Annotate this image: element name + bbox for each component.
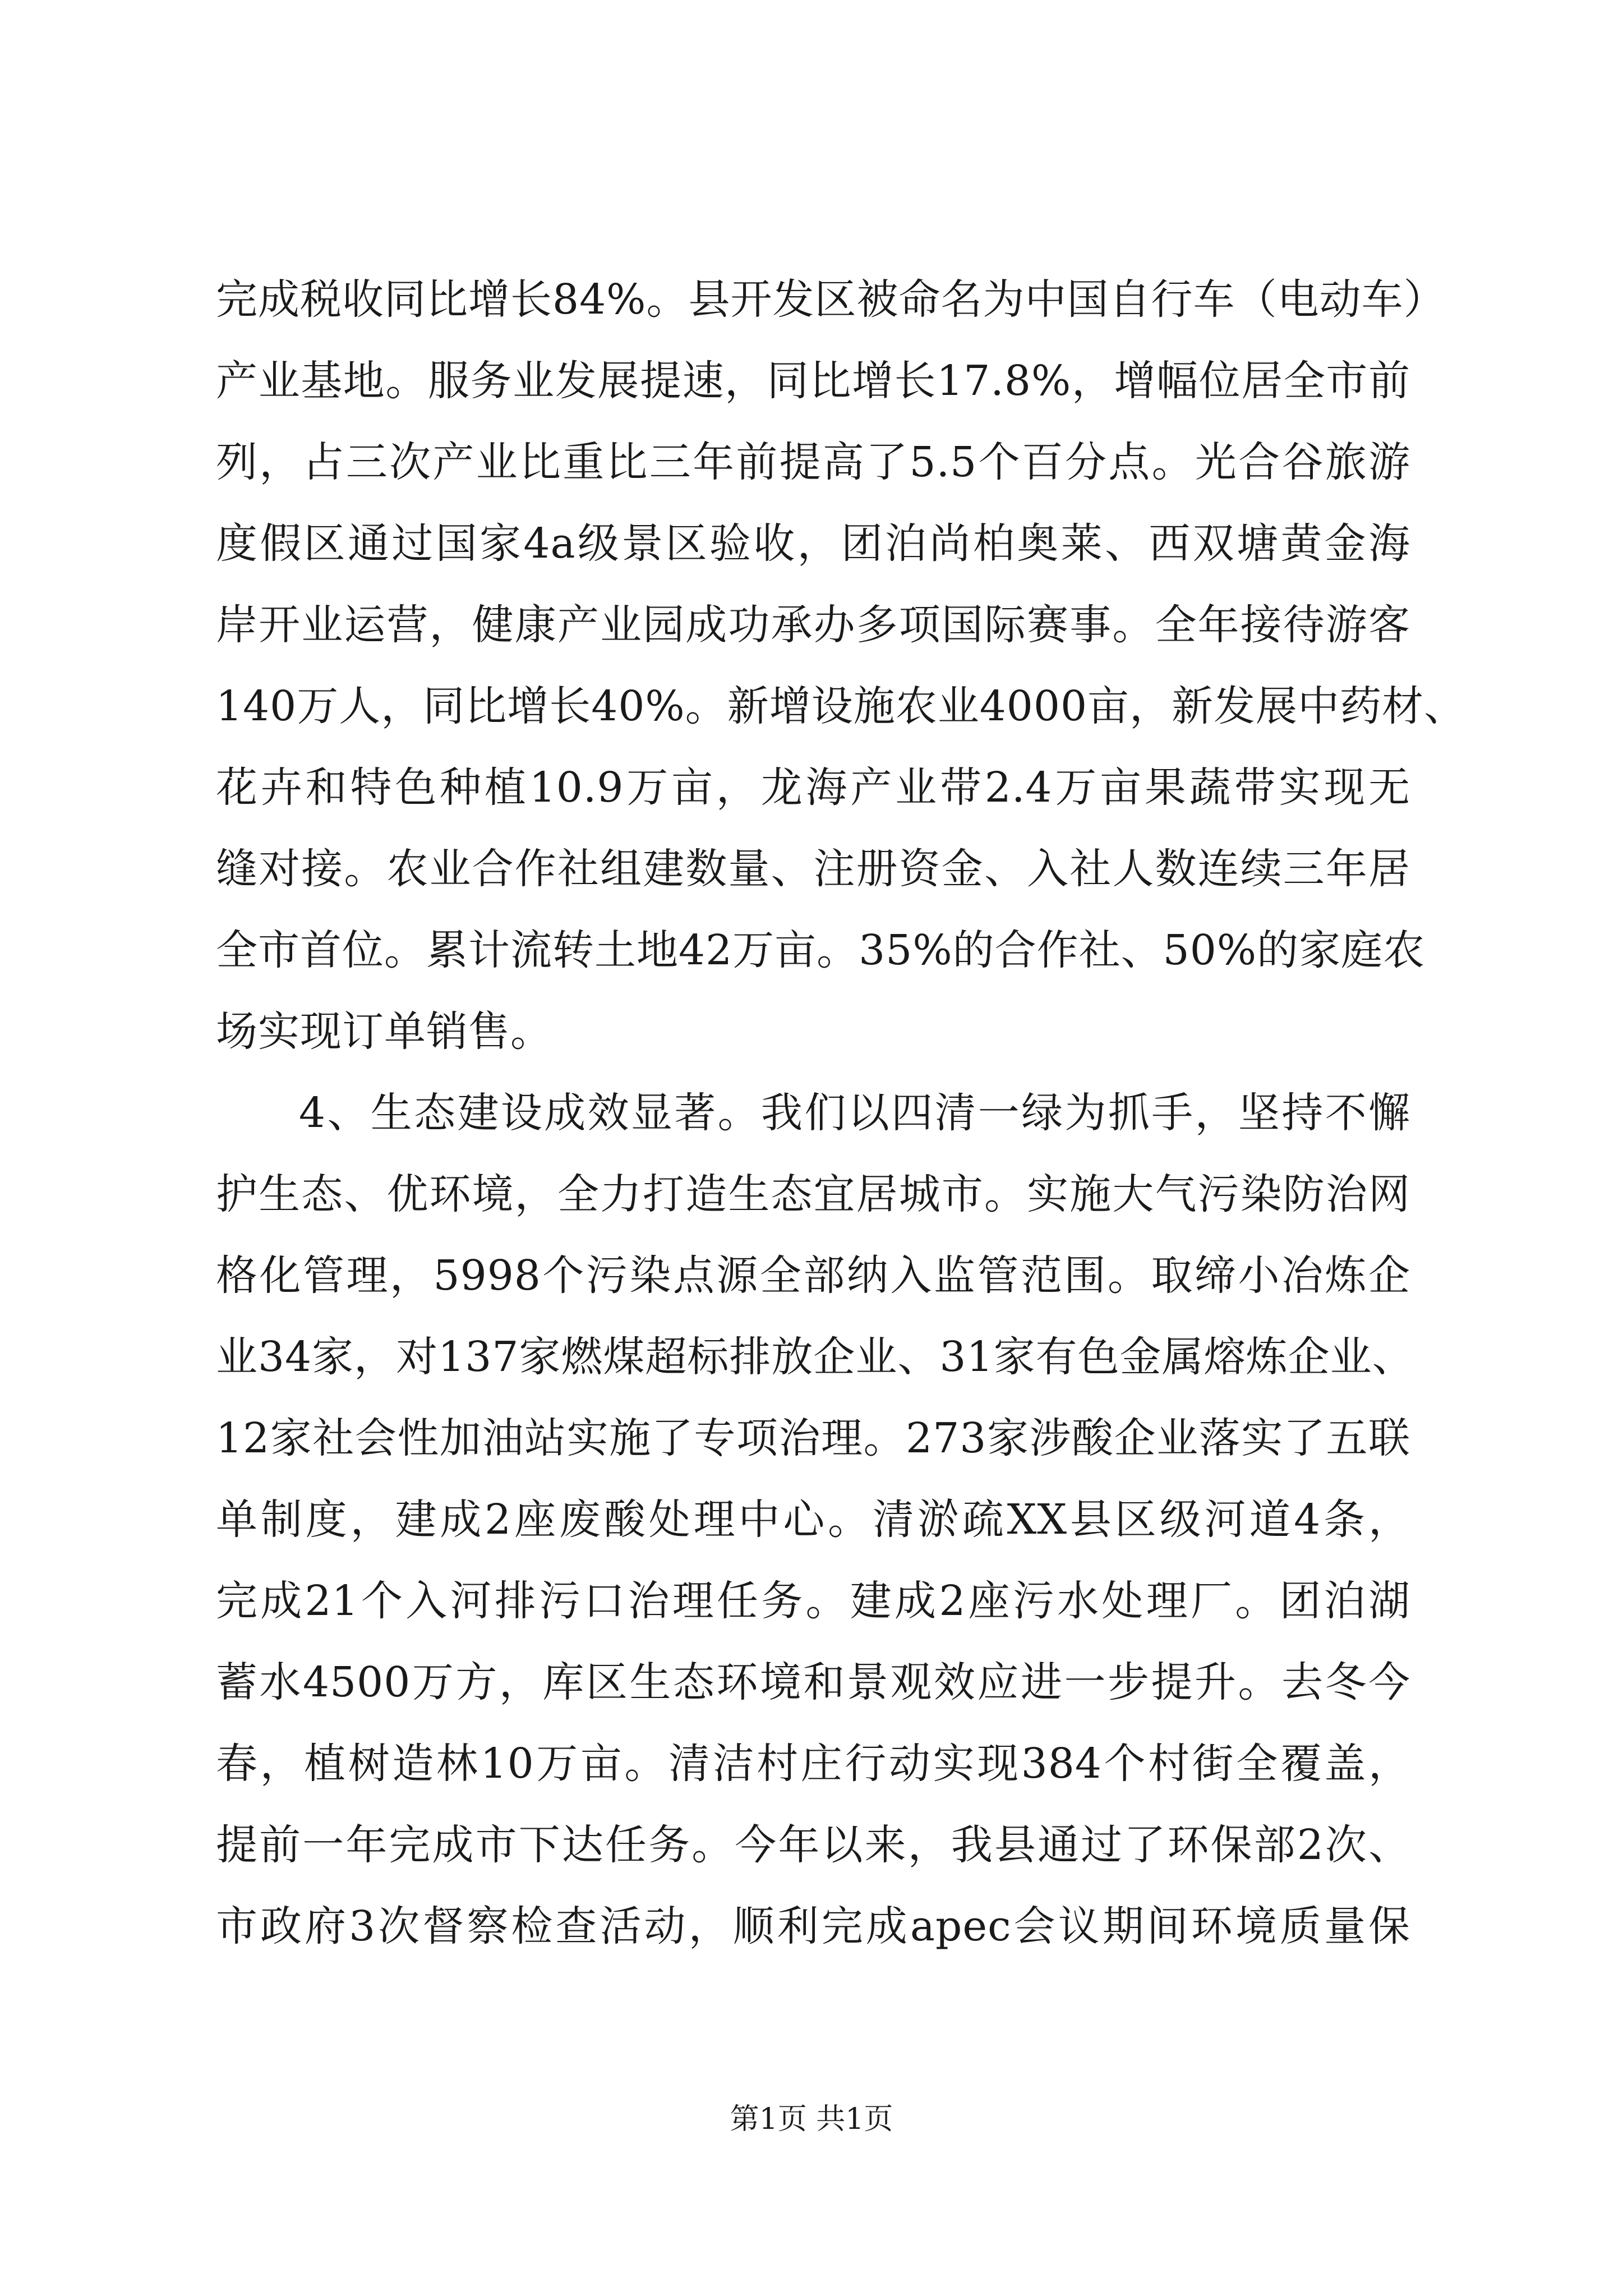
text-line: 护生态、优环境，全力打造生态宜居城市。实施大气污染防治网: [216, 1170, 1410, 1218]
text-line-paragraph-end: 场实现订单销售。: [216, 1007, 552, 1056]
text-line: 缝对接。农业合作社组建数量、注册资金、入社人数连续三年居: [216, 845, 1410, 893]
text-line: 蓄水4500万方，库区生态环境和景观效应进一步提升。去冬今: [216, 1658, 1410, 1706]
text-line-paragraph-start: 4、生态建设成效显著。我们以四清一绿为抓手，坚持不懈: [299, 1089, 1410, 1137]
text-line: 提前一年完成市下达任务。今年以来，我县通过了环保部2次、: [216, 1821, 1410, 1869]
text-line: 花卉和特色种植10.9万亩，龙海产业带2.4万亩果蔬带实现无: [216, 763, 1410, 812]
text-line: 列，占三次产业比重比三年前提高了5.5个百分点。光合谷旅游: [216, 438, 1410, 486]
text-line: 岸开业运营，健康产业园成功承办多项国际赛事。全年接待游客: [216, 601, 1410, 649]
text-line: 140万人，同比增长40%。新增设施农业4000亩，新发展中药材、: [216, 682, 1467, 730]
text-line: 业34家，对137家燃煤超标排放企业、31家有色金属熔炼企业、: [216, 1333, 1414, 1381]
document-body: [216, 259, 1467, 1967]
text-line: 春，植树造林10万亩。清洁村庄行动实现384个村街全覆盖，: [216, 1740, 1410, 1788]
text-line: 市政府3次督察检查活动，顺利完成apec会议期间环境质量保: [216, 1902, 1410, 1950]
text-line: 完成21个入河排污口治理任务。建成2座污水处理厂。团泊湖: [216, 1577, 1410, 1625]
page-number-footer: 第1页 共1页: [730, 2102, 893, 2136]
text-line: 全市首位。累计流转土地42万亩。35%的合作社、50%的家庭农: [216, 926, 1426, 974]
text-line: 产业基地。服务业发展提速，同比增长17.8%，增幅位居全市前: [216, 357, 1410, 405]
text-line: 完成税收同比增长84%。县开发区被命名为中国自行车（电动车）: [216, 275, 1446, 324]
text-line: 12家社会性加油站实施了专项治理。273家涉酸企业落实了五联: [216, 1414, 1410, 1462]
text-line: 单制度，建成2座废酸处理中心。清淤疏XX县区级河道4条，: [216, 1496, 1410, 1544]
text-line: 格化管理，5998个污染点源全部纳入监管范围。取缔小冶炼企: [216, 1251, 1410, 1300]
text-line: 度假区通过国家4a级景区验收，团泊尚柏奥莱、西双塘黄金海: [216, 519, 1410, 568]
